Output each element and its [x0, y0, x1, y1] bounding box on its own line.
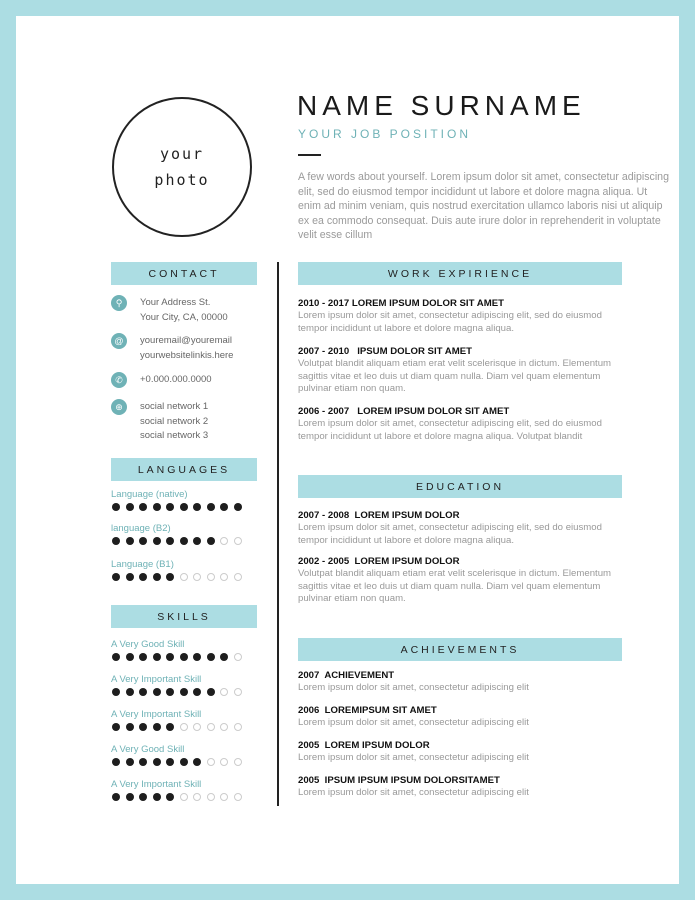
empty-dot	[220, 688, 228, 696]
language-rating	[111, 559, 261, 581]
skill-rating	[111, 709, 261, 731]
rating-dots	[111, 688, 261, 696]
filled-dot	[153, 537, 161, 545]
languages-header: LANGUAGES	[111, 458, 257, 481]
filled-dot	[166, 573, 174, 581]
filled-dot	[139, 688, 147, 696]
filled-dot	[166, 653, 174, 661]
filled-dot	[112, 653, 120, 661]
location-pin-icon: ⚲	[111, 295, 127, 311]
contact-item	[111, 400, 261, 444]
filled-dot	[207, 537, 215, 545]
filled-dot	[220, 503, 228, 511]
rating-label: A Very Important Skill	[111, 674, 202, 685]
empty-dot	[180, 723, 188, 731]
contact-line: social network 1	[140, 401, 209, 412]
contact-text	[140, 400, 208, 444]
entry-title: 2005 LOREM IPSUM DOLOR	[298, 740, 430, 751]
filled-dot	[180, 503, 188, 511]
entry-title: 2007 ACHIEVEMENT	[298, 670, 395, 681]
empty-dot	[220, 573, 228, 581]
rating-label: Language (native)	[111, 489, 188, 500]
filled-dot	[166, 503, 174, 511]
achievements-entry	[298, 670, 668, 695]
filled-dot	[126, 537, 134, 545]
rating-dots	[111, 793, 261, 801]
filled-dot	[180, 758, 188, 766]
skills-header: SKILLS	[111, 605, 257, 628]
language-rating	[111, 489, 261, 511]
entry-text: sagittis vitae et leo duis ut diam quam nulla. Diam vel quam elementum	[298, 580, 601, 592]
empty-dot	[234, 688, 242, 696]
filled-dot	[166, 758, 174, 766]
filled-dot	[153, 688, 161, 696]
filled-dot	[207, 503, 215, 511]
work-entry	[298, 298, 668, 335]
filled-dot	[112, 573, 120, 581]
entry-text: sagittis vitae et leo duis ut diam quam nulla. Diam vel quam elementum	[298, 370, 601, 382]
empty-dot	[234, 537, 242, 545]
title-divider	[298, 154, 321, 156]
rating-label: language (B2)	[111, 523, 171, 534]
language-rating	[111, 523, 261, 545]
entry-text: Volutpat blandit aliquam etiam erat velit scelerisque in dictum. Elementum	[298, 568, 612, 579]
education-entry	[298, 556, 668, 606]
entry-text: pulvinar etiam non quam.	[298, 593, 406, 604]
filled-dot	[166, 537, 174, 545]
filled-dot	[139, 793, 147, 801]
globe-icon: ⊕	[111, 399, 127, 415]
rating-dots	[111, 723, 261, 731]
filled-dot	[112, 688, 120, 696]
filled-dot	[126, 688, 134, 696]
rating-dots	[111, 758, 261, 766]
contact-line: Your City, CA, 00000	[140, 311, 228, 323]
entry-title: 2010 - 2017 LOREM IPSUM DOLOR SIT AMET	[298, 298, 504, 309]
contact-text	[140, 334, 233, 363]
filled-dot	[139, 503, 147, 511]
resume-page	[16, 16, 679, 884]
empty-dot	[193, 723, 201, 731]
entry-title: 2005 IPSUM IPSUM IPSUM DOLORSITAMET	[298, 775, 500, 786]
filled-dot	[193, 537, 201, 545]
filled-dot	[153, 758, 161, 766]
rating-label: A Very Good Skill	[111, 744, 185, 755]
filled-dot	[126, 503, 134, 511]
contact-item	[111, 373, 261, 388]
filled-dot	[126, 723, 134, 731]
filled-dot	[153, 573, 161, 581]
filled-dot	[112, 537, 120, 545]
filled-dot	[207, 653, 215, 661]
full-name: NAME SURNAME	[297, 90, 586, 121]
empty-dot	[193, 573, 201, 581]
filled-dot	[153, 653, 161, 661]
filled-dot	[126, 758, 134, 766]
entry-text: pulvinar etiam non quam.	[298, 383, 406, 394]
contact-line: +0.000.000.0000	[140, 374, 212, 385]
filled-dot	[180, 653, 188, 661]
empty-dot	[207, 758, 215, 766]
filled-dot	[139, 573, 147, 581]
entry-title: 2007 - 2010 IPSUM DOLOR SIT AMET	[298, 346, 472, 357]
entry-text: Lorem ipsum dolor sit amet, consectetur adipiscing elit	[298, 787, 529, 798]
entry-text: Lorem ipsum dolor sit amet, consectetur adipiscing elit	[298, 682, 529, 693]
contact-item	[111, 296, 261, 325]
education-header: EDUCATION	[298, 475, 622, 498]
work-experience-header: WORK EXPIRIENCE	[298, 262, 622, 285]
contact-header: CONTACT	[111, 262, 257, 285]
filled-dot	[153, 793, 161, 801]
entry-text: Lorem ipsum dolor sit amet, consectetur adipiscing elit	[298, 752, 529, 763]
filled-dot	[139, 758, 147, 766]
filled-dot	[126, 653, 134, 661]
filled-dot	[139, 723, 147, 731]
contact-line: Your Address St.	[140, 297, 211, 308]
filled-dot	[166, 688, 174, 696]
entry-text: tempor incididunt ut labore et dolore magna aliqua. Volutpat blandit	[298, 430, 583, 442]
education-entry	[298, 510, 668, 547]
filled-dot	[207, 688, 215, 696]
contact-item	[111, 334, 261, 363]
skill-rating	[111, 744, 261, 766]
photo-text-line1: your	[159, 145, 205, 163]
empty-dot	[220, 793, 228, 801]
achievements-entry	[298, 705, 668, 730]
filled-dot	[139, 653, 147, 661]
achievements-header: ACHIEVEMENTS	[298, 638, 622, 661]
contact-text	[140, 296, 228, 325]
contact-line: youremail@youremail	[140, 335, 233, 346]
bio-text: A few words about yourself. Lorem ipsum dolor sit amet, consectetur adipiscing elit, sed do eiusmod tempor incididunt ut labore et dolore magna aliqua. Ut enim ad minim veniam, quis nostrud exercitation ullamco laboris nisi ut aliquip ex ea commodo consequat. Duis aute irure dolor in reprehenderit in voluptate velit esse cillum	[298, 171, 669, 241]
entry-text: Lorem ipsum dolor sit amet, consectetur adipiscing elit, sed do eiusmod	[298, 418, 602, 429]
filled-dot	[193, 688, 201, 696]
filled-dot	[139, 537, 147, 545]
work-entry	[298, 346, 668, 396]
rating-dots	[111, 537, 261, 545]
empty-dot	[207, 723, 215, 731]
empty-dot	[234, 573, 242, 581]
filled-dot	[166, 723, 174, 731]
entry-text: Volutpat blandit aliquam etiam erat velit scelerisque in dictum. Elementum	[298, 358, 612, 369]
filled-dot	[166, 793, 174, 801]
work-entry	[298, 406, 668, 443]
rating-label: Language (B1)	[111, 559, 174, 570]
entry-text: Lorem ipsum dolor sit amet, consectetur adipiscing elit, sed do eiusmod	[298, 310, 602, 321]
empty-dot	[207, 573, 215, 581]
filled-dot	[220, 653, 228, 661]
filled-dot	[153, 723, 161, 731]
empty-dot	[180, 793, 188, 801]
entry-text: tempor incididunt ut labore et dolore magna aliqua.	[298, 534, 514, 546]
column-divider	[277, 262, 279, 806]
contact-line: social network 3	[140, 430, 209, 441]
entry-text: Lorem ipsum dolor sit amet, consectetur adipiscing elit, sed do eiusmod	[298, 522, 602, 533]
filled-dot	[193, 653, 201, 661]
empty-dot	[180, 573, 188, 581]
filled-dot	[193, 503, 201, 511]
empty-dot	[220, 723, 228, 731]
empty-dot	[220, 758, 228, 766]
skill-rating	[111, 674, 261, 696]
empty-dot	[234, 793, 242, 801]
photo-text-line2: photo	[154, 171, 210, 189]
rating-label: A Very Important Skill	[111, 709, 202, 720]
filled-dot	[112, 503, 120, 511]
contact-line: yourwebsitelinkis.here	[140, 349, 234, 361]
filled-dot	[126, 573, 134, 581]
contact-text	[140, 373, 212, 388]
filled-dot	[153, 503, 161, 511]
entry-title: 2006 LOREMIPSUM SIT AMET	[298, 705, 437, 716]
empty-dot	[207, 793, 215, 801]
entry-text: Lorem ipsum dolor sit amet, consectetur adipiscing elit	[298, 717, 529, 728]
at-sign-icon: @	[111, 333, 127, 349]
empty-dot	[234, 653, 242, 661]
rating-dots	[111, 653, 261, 661]
achievements-entry	[298, 775, 668, 800]
filled-dot	[126, 793, 134, 801]
filled-dot	[112, 758, 120, 766]
empty-dot	[234, 758, 242, 766]
empty-dot	[234, 723, 242, 731]
filled-dot	[180, 537, 188, 545]
filled-dot	[112, 723, 120, 731]
achievements-entry	[298, 740, 668, 765]
photo-placeholder	[112, 97, 252, 237]
skill-rating	[111, 639, 261, 661]
entry-title: 2006 - 2007 LOREM IPSUM DOLOR SIT AMET	[298, 406, 510, 417]
rating-dots	[111, 573, 261, 581]
filled-dot	[180, 688, 188, 696]
rating-label: A Very Good Skill	[111, 639, 185, 650]
skill-rating	[111, 779, 261, 801]
filled-dot	[112, 793, 120, 801]
filled-dot	[234, 503, 242, 511]
entry-text: tempor incididunt ut labore et dolore magna aliqua.	[298, 322, 514, 334]
empty-dot	[193, 793, 201, 801]
entry-title: 2002 - 2005 LOREM IPSUM DOLOR	[298, 556, 460, 567]
contact-line: social network 2	[140, 415, 209, 427]
job-position: YOUR JOB POSITION	[298, 127, 472, 141]
rating-label: A Very Important Skill	[111, 779, 202, 790]
filled-dot	[193, 758, 201, 766]
entry-title: 2007 - 2008 LOREM IPSUM DOLOR	[298, 510, 460, 521]
phone-icon: ✆	[111, 372, 127, 388]
rating-dots	[111, 503, 261, 511]
empty-dot	[220, 537, 228, 545]
